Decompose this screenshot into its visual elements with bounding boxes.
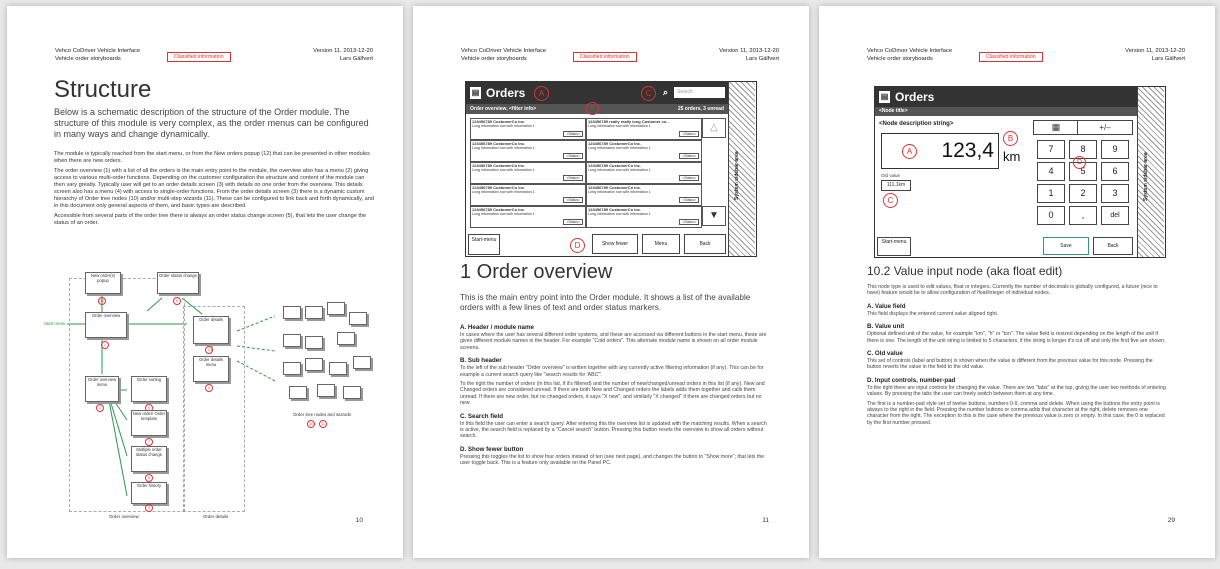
structure-diagram (7, 6, 403, 558)
card-line: Long information row with information 1 (472, 190, 535, 195)
card-title: 123456789 CustomerCo Inc. (472, 207, 526, 212)
tree-node (305, 336, 323, 349)
author-text: Lars Gälfvert (745, 56, 779, 62)
order-details-box: Order details (193, 316, 229, 344)
key-3[interactable]: 3 (1101, 184, 1129, 203)
section-text: Optional defined unit of the value, for example "km", "h" or "ton". The value field is resized depending on the length of the unit if there is one. The length of the unit string is limited to 5 characters, if the string is longer it's cut off and only the first five are shown. (867, 331, 1166, 344)
back-button[interactable]: Back (684, 234, 726, 254)
header-subtitle: Vehicle order storyboards (867, 56, 933, 62)
classified-badge: Classified information (167, 52, 231, 62)
section-heading: 10.2 Value input node (aka float edit) (867, 264, 1063, 278)
scroll-down-button[interactable]: ▼ (702, 206, 726, 226)
card-title: 123456789 really really long Customer co... (588, 119, 670, 124)
tree-node (289, 386, 307, 399)
key-0[interactable]: 0 (1037, 206, 1065, 225)
card-title: 123456789 CustomerCo Inc. (472, 185, 526, 190)
intro-text: This node type is used to edit values, float or integers. Currently the number of decimals is globally configured, a future (nice to have) feature would be to allow configuration of float/integer of individual nodes. (867, 284, 1158, 297)
section-title: A. Header / module name (460, 324, 534, 331)
marker-c: C (641, 86, 656, 101)
order-card[interactable] (470, 184, 586, 206)
order-tree-label: Order tree nodes and wizards (293, 412, 351, 417)
tree-node (283, 362, 301, 375)
order-count: 25 orders, 3 unread (677, 106, 724, 112)
order-card[interactable] (470, 206, 586, 228)
section-text: Pressing this toggles the list to show four orders instead of ten (see next page), and changes the button to "Show more"; that lets the user toggle back. This is a feature only available on the Panel PC. (460, 453, 765, 467)
order-sorting-box: Order sorting (131, 376, 167, 402)
tree-node (353, 356, 371, 369)
ref-number: 4 (205, 384, 213, 392)
key-9[interactable]: 9 (1101, 140, 1129, 159)
key-1[interactable]: 1 (1037, 184, 1065, 203)
classified-badge: Classified information (573, 52, 637, 62)
classified-badge: Classified information (979, 52, 1043, 62)
ref-number: 6 (145, 404, 153, 412)
version-text: Version 11, 2013-12-20 (719, 48, 779, 54)
clipboard-icon: ▤ (880, 92, 889, 101)
sidebar-label: System sidebar area (734, 151, 740, 200)
section-title: C. Old value (867, 350, 903, 358)
menu-button[interactable]: Menu (642, 234, 680, 254)
old-value-button[interactable]: 111,1km (881, 180, 911, 191)
system-sidebar-area (1137, 87, 1164, 257)
order-card[interactable] (586, 184, 702, 206)
ref-number: 9 (145, 504, 153, 512)
card-title: 123456789 CustomerCo Inc. (588, 163, 642, 168)
module-name: Orders (486, 86, 526, 100)
marker-d: D (570, 238, 585, 253)
body-text (460, 318, 770, 470)
lead-paragraph: Below is a schematic description of the structure of the Order module. The structure of this module is very complex, as the order menus can be configured in many ways and change dynamically. (54, 107, 369, 139)
card-line: Long information row with information 1 (472, 124, 535, 129)
body-text (867, 284, 1167, 429)
screen-header (875, 87, 1137, 107)
document-header (867, 47, 952, 63)
marker-b: B (586, 102, 599, 115)
card-line: Long information row with information 1 (588, 212, 651, 217)
tree-node (317, 384, 335, 397)
order-card[interactable] (470, 162, 586, 184)
card-line: Long information row with information 1 (472, 146, 535, 151)
plusminus-tab[interactable]: +/– (1077, 120, 1133, 135)
header-subtitle: Vehicle order storyboards (461, 56, 527, 62)
key-6[interactable]: 6 (1101, 162, 1129, 181)
lead-paragraph: This is the main entry point into the Order module. It shows a list of the available orders with a few lines of text and order status markers. (460, 293, 751, 312)
order-card[interactable] (586, 162, 702, 184)
key-5[interactable]: 5 (1069, 162, 1097, 181)
value-input-screen-mockup (874, 86, 1166, 258)
order-card[interactable] (586, 140, 702, 162)
version-text: Version 11, 2013-12-20 (1125, 48, 1185, 54)
ref-number: 3 (205, 346, 213, 354)
tree-node (327, 302, 345, 315)
status-badge: <Status> (563, 131, 583, 137)
page-order-overview (413, 6, 809, 558)
section-text: This set of controls (label and button) is shown when the value is different from the previous value for this node. Pressing the button reverts the value in the field to the old value. (867, 358, 1153, 371)
search-input[interactable]: Search (674, 87, 725, 98)
card-title: 123456789 CustomerCo Inc. (472, 141, 526, 146)
card-line: Long information row with information 1 (588, 124, 651, 129)
key-7[interactable]: 7 (1037, 140, 1065, 159)
order-history-box: Order history (131, 482, 167, 504)
status-badge: <Status> (679, 175, 699, 181)
tree-node (349, 312, 367, 325)
card-line: Long information row with information 1 (588, 190, 651, 195)
status-badge: <Status> (563, 153, 583, 159)
scroll-up-button[interactable]: △ (702, 118, 726, 138)
ref-number: 8 (145, 474, 153, 482)
tree-node (283, 306, 301, 319)
back-button[interactable]: Back (1093, 237, 1133, 255)
document-header (461, 47, 546, 63)
section-title: B. Sub header (460, 357, 502, 365)
marker-a: A (902, 144, 917, 159)
start-menu-label: Start menu (44, 321, 66, 326)
section-text: This field displays the entered current value aligned right. (867, 310, 999, 317)
key-8[interactable]: 8 (1069, 140, 1097, 159)
author-text: Lars Gälfvert (339, 56, 373, 62)
tree-node (337, 332, 355, 345)
marker-a: A (534, 86, 549, 101)
screen-header (466, 82, 728, 104)
ref-number: 2 (96, 404, 104, 412)
tree-node (329, 362, 347, 375)
status-badge: <Status> (563, 197, 583, 203)
order-status-change-box: Order status change (157, 272, 199, 294)
marker-d: D (1073, 156, 1086, 169)
tree-node (343, 386, 361, 399)
new-order-template-box: New order/ Order template (131, 410, 167, 436)
card-line: Long information row with information 1 (588, 146, 651, 151)
card-title: 123456789 CustomerCo Inc. (588, 185, 642, 190)
header-subtitle: Vehicle order storyboards (55, 56, 121, 62)
section-text: To the right the number of orders (in this list, if it's filtered) and the number of new/changed/unread orders in this list (if any). New and Changed orders are considered unread. If there are both New and Changed orders the labels adds them together and calls them unread. If there are new order, but no changed orders, it says "X new", and similarly "X changed" if there are changed orders but no new. (460, 381, 765, 407)
section-title: B. Value unit (867, 323, 905, 331)
page-number: 29 (1167, 517, 1175, 524)
sidebar-label: System sidebar area (1143, 152, 1149, 201)
header-product: Vehco CoDriver Vehicle Interface (461, 48, 547, 54)
start-menu-button[interactable]: Start-menu (468, 234, 500, 255)
paragraph: The order overview (1) with a list of all the orders is the main entry point to the module, the overview also has a menu (2) giving access to various multi-order functions. Depending on the customer configuration the structure and content of the module can then vary greatly. Typically user will get to an order details screen (3) with details on one order from the overview. This details screen also has a menu (4) with access to single-order functions. From the order details screen (3) there is a dynamic custom hierarchy of Order tree nodes (10) and/or multi-step wizards (11). These can be configured to link back and forth dynamically, and in this document only general aspects of them, and basic types are described. (54, 168, 374, 209)
order-details-menu-box: Order details menu (193, 356, 229, 382)
marker-c: C (883, 193, 898, 208)
section-title: D. Input controls, number-pad (867, 376, 956, 384)
page-number: 10 (355, 517, 363, 524)
sub-header (466, 104, 728, 114)
subheader-text: Order overview, <filter info> (470, 106, 537, 112)
section-text: To the left of the sub header "Order overview" is written together with any currently active filtering information (if any). This can be for example a current search query like "search results for 'ABC'". (460, 365, 764, 378)
section-title: A. Value field (867, 302, 906, 310)
tree-node (305, 358, 323, 371)
card-title: 123456789 CustomerCo Inc. (472, 119, 526, 124)
card-title: 123456789 CustomerCo Inc. (472, 163, 526, 168)
status-badge: <Status> (563, 175, 583, 181)
ref-number: 11 (319, 420, 327, 428)
ref-number: 5 (173, 297, 181, 305)
old-value-label: Old value (881, 173, 901, 178)
order-overview-box: Order overview (85, 312, 127, 338)
system-sidebar-area (728, 82, 755, 256)
header-product: Vehco CoDriver Vehicle Interface (867, 48, 953, 54)
value-field[interactable] (881, 133, 999, 169)
multiple-order-status-box: Multiple order status change (131, 446, 167, 472)
page-value-input (819, 6, 1215, 558)
order-card[interactable] (586, 118, 702, 140)
section-title: D. Show fewer button (460, 445, 524, 453)
orders-screen-mockup (465, 81, 757, 257)
ref-number: 12 (98, 297, 106, 305)
search-icon[interactable]: ⌕ (663, 87, 669, 97)
page-number: 11 (762, 517, 769, 524)
order-card[interactable] (470, 118, 586, 140)
region-details-label: Order details (203, 514, 229, 519)
order-card[interactable] (586, 206, 702, 228)
value-display: 123,4 (941, 139, 994, 162)
ref-number: 7 (145, 438, 153, 446)
tree-node (283, 334, 301, 347)
module-name: Orders (895, 90, 935, 104)
page-title: Structure (54, 76, 152, 103)
marker-b: B (1003, 131, 1018, 146)
node-title: <Node title> (875, 107, 1141, 116)
card-line: Long information row with information 1 (472, 212, 535, 217)
author-text: Lars Gälfvert (1151, 56, 1185, 62)
show-fewer-button[interactable]: Show fewer (592, 234, 638, 254)
page-title: 1 Order overview (460, 261, 613, 283)
paragraph: Accessible from several parts of the order tree there is always an order status change screen (5), that lets the user change the status of an order. (54, 213, 367, 226)
card-title: 123456789 CustomerCo Inc. (588, 141, 642, 146)
version-info (719, 47, 779, 63)
order-overview-menu-box: Order overview menu (85, 376, 119, 402)
section-text: The first is a number-pad style set of twelve buttons, numbers 0-9, comma and delete. When using the buttons the entry point is always to the right in the field. Pressing the number buttons or comma adds that character at the right, delete removes one character from the right. The exception to this is the case where the previous value is zero or empty. In this case, the 0 is replaced by the first number pressed. (867, 400, 1165, 426)
section-text: In cases where the user has several different order systems, and these are accessed via different buttons in the start menu, these are given different module names in the header. For example "Cold orders". This alternate module name is shown on all order module screens. (460, 332, 767, 351)
section-title: C. Search field (460, 412, 503, 420)
status-badge: <Status> (563, 219, 583, 225)
paragraph: The module is typically reached from the start menu, or from the New orders popup (12) that can be presented in other modules when there are new orders. (54, 151, 370, 164)
save-button[interactable]: Save (1043, 237, 1089, 255)
new-orders-popup-box: New order(s) popup (85, 272, 121, 294)
key-comma[interactable]: , (1069, 206, 1097, 225)
status-badge: <Status> (679, 131, 699, 137)
page-structure (7, 6, 403, 558)
numpad-tab[interactable] (1033, 120, 1079, 135)
key-delete[interactable]: del (1101, 206, 1129, 225)
version-info (1125, 47, 1185, 63)
ref-number: 1 (101, 341, 109, 349)
region-overview-label: Order overview (109, 514, 139, 519)
status-badge: <Status> (679, 197, 699, 203)
node-description: <Node description string> (879, 121, 954, 127)
start-menu-button[interactable]: Start-menu (877, 237, 911, 256)
key-4[interactable]: 4 (1037, 162, 1065, 181)
card-title: 123456789 CustomerCo Inc. (588, 207, 642, 212)
order-card[interactable] (470, 140, 586, 162)
tree-node (305, 306, 323, 319)
value-unit: km (1003, 149, 1021, 164)
section-text: In this field the user can enter a search query. After entering this the overview list is updated with the matching results. When a search is active, the search field is replaced by a "Cancel search" button. Pressing this button resets the overview to show all orders without search. (460, 420, 767, 440)
ref-number: 10 (307, 420, 315, 428)
version-text: Version 11, 2013-12-20 (313, 48, 373, 54)
card-line: Long information row with information 1 (588, 168, 651, 173)
header-product: Vehco CoDriver Vehicle Interface (55, 48, 141, 54)
key-2[interactable]: 2 (1069, 184, 1097, 203)
status-badge: <Status> (679, 219, 699, 225)
card-line: Long information row with information 1 (472, 168, 535, 173)
clipboard-icon: ▤ (471, 88, 480, 97)
status-badge: <Status> (679, 153, 699, 159)
grid-icon: ▦ (1051, 122, 1061, 132)
section-text: To the right there are input controls for changing the value. There are two "tabs" at the top, giving the user two methods of entering values. By pressing the tabs the user can freely switch between them at any time. (867, 384, 1166, 398)
